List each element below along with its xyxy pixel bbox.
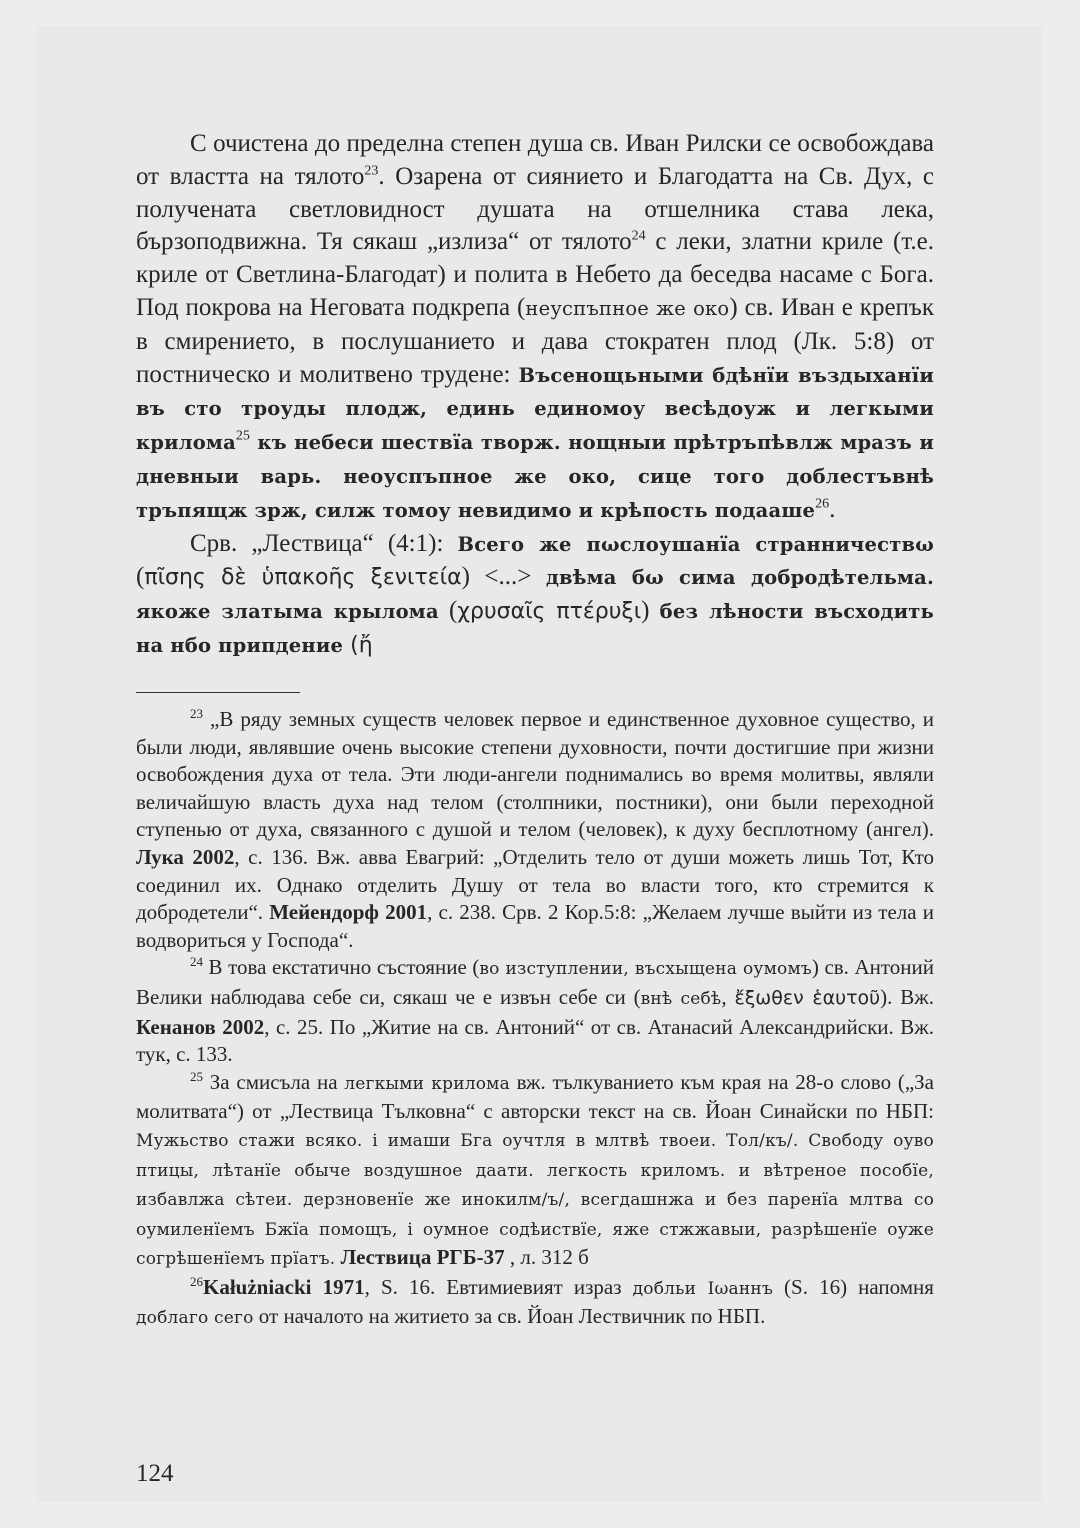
- body-text: [136, 128, 934, 663]
- church-slavonic-quote: Мужьство стажи всяко. і имаши Бга оучтля в млтвѣ твоеи. Тол/къ/. Свободу оуво птицы, лѣтанїе обыче воздушное даати. легкость криломъ. и вѣтреное пособїе, избавлжа сѣтеи. дерзновенїе же инокилм/ъ/, всегдашнжа и без паренїа млтва со оумиленїемъ Бжїа помощъ, і оумное содѣиствїе, яже стжжавыи, разрѣшенїе оуже согрѣшенїемъ прїатъ.: [136, 1130, 934, 1270]
- church-slavonic-quote: къ небеси шествїа творж. нощныи прѣтръпѣвлж мразъ и дневныи варь. неоуспъпное же око, сице того доблестъвнѣ тръпящж зрж, силж томоу невидимо и крѣпость подааше: [136, 431, 934, 522]
- citation: Кенанов 2002: [136, 1014, 265, 1039]
- paragraph-2: Срв. „Лествица“ (4:1): Всего же пωслоушанїа странничествω (πῖσης δὲ ὑπακοῆς ξενιτεία) <...> двѣма бω сима добродѣтельма. якоже златыма крылома (χρυσαῖς πτέρυξι) без лѣности въсходить на нбо припдение (ἤ: [136, 529, 934, 658]
- church-slavonic-quote: внѣ себѣ: [640, 988, 722, 1009]
- footnote-ref-23[interactable]: 23: [364, 163, 379, 179]
- footnote-23: $^{23}$ „В ряду земных существ человек первое и единственное духовное существо, и были люди, являвшие очень высокие степени духовности, почти достигшие при жизни освобождения духа от тела. Эти люди-ангели поднимались во время молитвы, являли величайшую власть духа над телом (столпники, постники), они были переходной ступенью от духа, связанного с душой и телом (человек), к духу бесплотному (ангел). Лука 2002, с. 136. Вж. авва Евагрий: „Отделить тело от души можеть лишь Тот, Кто соединил их. Однако отделить Душу от тела во власти того, кто стремится к добродетели“. Мейендорф 2001, с. 238. Срв. 2 Кор.5:8: „Желаем лучше выйти из тела и водвориться у Господа“.: [136, 706, 935, 952]
- church-slavonic-quote: доблаго сего: [136, 1308, 254, 1329]
- citation: Мейендорф 2001: [269, 900, 428, 925]
- footnote-number: 26: [190, 1273, 203, 1289]
- footnote-separator: [136, 692, 300, 693]
- greek-quote: χρυσαῖς πτέρυξι: [457, 599, 642, 625]
- church-slavonic-quote: двѣма бω сима добродѣтельма. якоже златыма крылома: [136, 566, 934, 624]
- greek-quote: ἔξωθεν ἑαυτοῦ: [734, 986, 881, 1009]
- footnote-number: 24: [190, 954, 203, 970]
- footnote-number: 25: [190, 1068, 203, 1084]
- greek-quote: πῖσης δὲ ὑπακοῆς ξενιτεία: [144, 565, 462, 591]
- church-slavonic-quote: легкыми крилома: [344, 1073, 510, 1094]
- citation: Лествица РГБ-37: [340, 1245, 505, 1270]
- citation: Kałużniacki 1971: [203, 1274, 365, 1299]
- main-text-block: [136, 128, 934, 663]
- citation: Лука 2002: [136, 844, 235, 869]
- church-slavonic-quote: добльи Іωаннъ: [632, 1278, 773, 1299]
- footnotes-block: [136, 706, 934, 1333]
- church-slavonic-quote: неуспъпное же око: [525, 296, 730, 320]
- church-slavonic-quote: во изступлении, въсхыщена оумомъ: [479, 959, 812, 980]
- church-slavonic-quote: Въсенощьными бдѣнїи въздыханїи въ сто троуды плодж, единь единомоу весѣдоуж и легкыми крилома: [136, 363, 934, 455]
- paragraph-1: С очистена до пределна степен душа св. Иван Рилски се освобождава от властта на тялото$^{23}$. Озарена от сиянието и Благодатта на Св. Дух, с получената светловидност душата на отшелника става лека, бързоподвижна. Тя сякаш „излиза“ от тялото$^{24}$ с леки, златни криле (т.е. криле от Светлина-Благодат) и полита в Небето да беседва насаме с Бога. Под покрова на Неговата подкрепа (неуспъпное же око) св. Иван е крепък в смирението, в послушанието и дава стократен плод (Лк. 5:8) от постническо и молитвено трудене: Въсенощьными бдѣнїи въздыханїи въ сто троуды плодж, единь единомоу весѣдоуж и легкыми крилома$^{25}$ къ небеси шествїа творж. нощныи прѣтръпѣвлж мразъ и дневныи варь. неоуспъпное же око, сице того доблестъвнѣ тръпящж зрж, силж томоу невидимо и крѣпость подааше$^{26}$.: [136, 130, 934, 523]
- footnote-number: 23: [190, 706, 203, 721]
- church-slavonic-quote: без лѣности въсходить на нбо припдение: [136, 600, 934, 657]
- footnote-ref-26[interactable]: 26: [815, 496, 830, 512]
- footnote-ref-25[interactable]: 25: [235, 428, 250, 444]
- footnote-26: $^{26}$Kałużniacki 1971, S. 16. Евтимиевият израз добльи Іωаннъ (S. 16) напомня доблаго сего от началото на житието за св. Йоан Лествичник по НБП.: [136, 1273, 934, 1329]
- footnote-25: $^{25}$ За смисъла на легкыми крилома вж. тълкуванието към края на 28-о слово („За молитвата“) от „Лествица Тълковна“ с авторски текст на св. Йоан Синайски по НБП: Мужьство стажи всяко. і имаши Бга оучтля в млтвѣ твоеи. Тол/къ/. Свободу оуво птицы, лѣтанїе обыче воздушное даати. легкость криломъ. и вѣтреное пособїе, избавлжа сѣтеи. дерзновенїе же инокилм/ъ/, всегдашнжа и без паренїа млтва со оумиленїемъ Бжїа помощъ, і оумное содѣиствїе, яже стжжавыи, разрѣшенїе оуже согрѣшенїемъ прїатъ. Лествица РГБ-37 , л. 312 б: [136, 1068, 934, 1270]
- footnote-ref-24[interactable]: 24: [631, 229, 646, 245]
- church-slavonic-quote: Всего же пωслоушанїа странничествω: [457, 532, 934, 556]
- page-number: 124: [136, 1460, 174, 1487]
- footnote-24: $^{24}$ В това екстатично състояние (во изступлении, въсхыщена оумомъ) св. Антоний Велики наблюдава себе си, сякаш че е извън себе си (внѣ себѣ, ἔξωθεν ἑαυτοῦ). Вж. Кенанов 2002, с. 25. По „Житие на св. Антоний“ от св. Атанасий Александрийски. Вж. тук, с. 133.: [136, 954, 935, 1067]
